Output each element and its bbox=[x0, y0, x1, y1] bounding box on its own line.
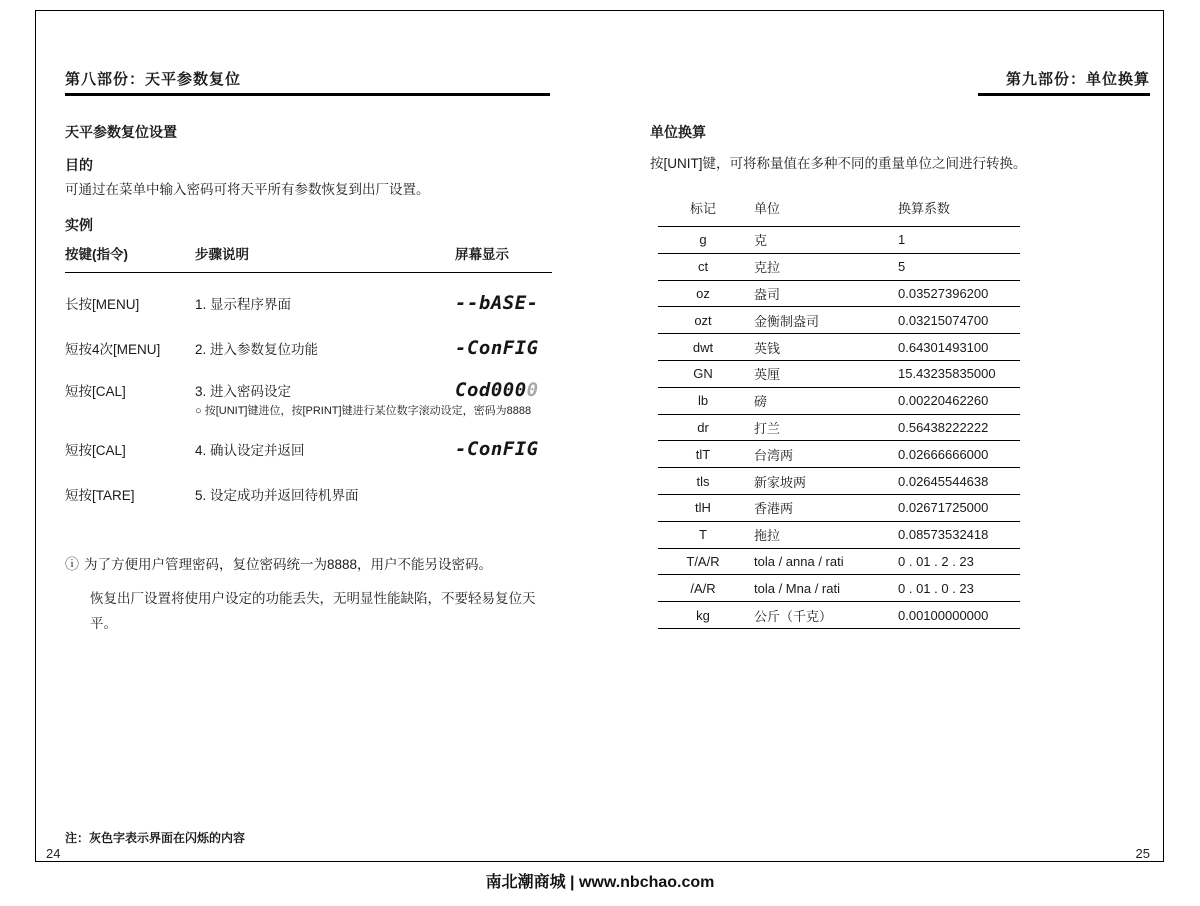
unit-factor: 0.64301493100 bbox=[898, 339, 989, 355]
unit-mark: tls bbox=[696, 473, 710, 489]
unit-row bbox=[658, 602, 1020, 629]
unit-row bbox=[658, 415, 1020, 442]
page-number-right: 25 bbox=[1135, 846, 1150, 861]
unit-name: 克 bbox=[754, 233, 768, 249]
unit-name: 盎司 bbox=[754, 286, 781, 302]
lcd-display bbox=[455, 292, 552, 314]
unit-row bbox=[658, 227, 1020, 254]
right-section-header: 第九部份：单位换算 bbox=[1005, 71, 1150, 88]
step-description: 3. 进入密码设定 bbox=[195, 384, 292, 399]
unit-mark: ct bbox=[697, 259, 709, 275]
left-section-header: 第八部份：天平参数复位 bbox=[65, 71, 242, 88]
gray-flash-note: 注：灰色字表示界面在闪烁的内容 bbox=[65, 831, 246, 845]
unit-factor: 0.08573532418 bbox=[898, 527, 989, 543]
steps-rows bbox=[65, 289, 552, 508]
steps-table-header bbox=[65, 243, 552, 273]
unit-row bbox=[658, 307, 1020, 334]
unit-mark: lb bbox=[697, 393, 709, 409]
unit-row bbox=[658, 361, 1020, 388]
unit-name: 公斤（千克） bbox=[754, 608, 833, 624]
unit-factor: 0.02645544638 bbox=[898, 473, 989, 489]
units-header-mark: 标记 bbox=[689, 201, 716, 216]
unit-name: 拖拉 bbox=[754, 528, 781, 544]
step-note: ○ 按[UNIT]键进位，按[PRINT]键进行某位数字滚动设定，密码为8888 bbox=[195, 405, 532, 417]
step-key: 短按4次[MENU] bbox=[65, 342, 161, 357]
lcd-text: Cod000 bbox=[455, 379, 527, 401]
unit-mark: GN bbox=[693, 366, 713, 382]
unit-name: 台湾两 bbox=[754, 447, 794, 463]
unit-row bbox=[658, 334, 1020, 361]
unit-conversion-title: 单位换算 bbox=[650, 124, 706, 140]
unit-factor: 0.03215074700 bbox=[898, 312, 989, 328]
unit-name: 金衡制盎司 bbox=[754, 313, 820, 329]
info-note-text: 为了方便用户管理密码，复位密码统一为8888，用户不能另设密码。 bbox=[84, 557, 493, 572]
info-note-line bbox=[65, 552, 570, 577]
unit-name: 英厘 bbox=[754, 367, 781, 383]
unit-mark: kg bbox=[696, 607, 710, 623]
unit-factor: 0 . 01 . 2 . 23 bbox=[898, 553, 974, 569]
page-number-left: 24 bbox=[46, 846, 61, 861]
password-info-note bbox=[65, 552, 570, 636]
step-key: 短按[CAL] bbox=[65, 443, 126, 458]
left-header-rule bbox=[65, 93, 550, 96]
unit-mark: g bbox=[699, 232, 707, 248]
step-description: 1. 显示程序界面 bbox=[195, 297, 292, 312]
unit-factor: 0.03527396200 bbox=[898, 285, 989, 301]
purpose-text: 可通过在菜单中输入密码可将天平所有参数恢复到出厂设置。 bbox=[65, 182, 430, 197]
steps-header-display: 屏幕显示 bbox=[455, 247, 509, 262]
steps-header-step: 步骤说明 bbox=[195, 247, 249, 262]
units-table-header bbox=[658, 192, 1020, 227]
unit-conversion-intro: 按[UNIT]键，可将称量值在多种不同的重量单位之间进行转换。 bbox=[650, 156, 1027, 171]
unit-row bbox=[658, 522, 1020, 549]
unit-name: tola / anna / rati bbox=[754, 553, 844, 569]
unit-row bbox=[658, 254, 1020, 281]
step-row bbox=[65, 289, 552, 317]
unit-mark: oz bbox=[696, 285, 710, 301]
unit-factor: 0 . 01 . 0 . 23 bbox=[898, 580, 974, 596]
step-description: 4. 确认设定并返回 bbox=[195, 443, 305, 458]
lcd-display bbox=[455, 438, 552, 460]
footer-site-text: 南北潮商城 | www.nbchao.com bbox=[485, 874, 715, 891]
units-header-unit: 单位 bbox=[754, 201, 781, 216]
unit-row bbox=[658, 549, 1020, 576]
example-heading: 实例 bbox=[65, 217, 93, 233]
unit-row bbox=[658, 575, 1020, 602]
steps-header-key: 按键(指令) bbox=[65, 247, 128, 262]
step-key: 短按[TARE] bbox=[65, 488, 135, 503]
unit-mark: T bbox=[699, 527, 707, 543]
step-row bbox=[65, 379, 552, 418]
unit-factor: 0.56438222222 bbox=[898, 419, 989, 435]
steps-table bbox=[65, 243, 552, 525]
units-rows bbox=[658, 227, 1020, 629]
lcd-text: -ConFIG bbox=[455, 438, 539, 460]
step-description: 2. 进入参数复位功能 bbox=[195, 342, 319, 357]
unit-name: 新家坡两 bbox=[754, 474, 807, 490]
unit-row bbox=[658, 441, 1020, 468]
unit-name: tola / Mna / rati bbox=[754, 580, 840, 596]
lcd-text: --bASE- bbox=[455, 292, 539, 314]
lcd-flash-digit: 0 bbox=[526, 379, 539, 401]
unit-mark: T/A/R bbox=[686, 553, 720, 569]
units-header-factor: 换算系数 bbox=[898, 201, 951, 216]
unit-factor: 1 bbox=[898, 232, 906, 248]
unit-mark: ozt bbox=[694, 312, 712, 328]
unit-mark: /A/R bbox=[690, 580, 716, 596]
step-row bbox=[65, 480, 552, 508]
unit-factor: 0.02671725000 bbox=[898, 500, 989, 516]
lcd-text: -ConFIG bbox=[455, 337, 539, 359]
unit-factor: 0.00100000000 bbox=[898, 607, 989, 623]
reset-settings-title: 天平参数复位设置 bbox=[65, 124, 177, 140]
unit-row bbox=[658, 388, 1020, 415]
unit-factor: 15.43235835000 bbox=[898, 366, 996, 382]
unit-mark: dr bbox=[697, 419, 709, 435]
units-table bbox=[658, 192, 1020, 629]
step-key: 长按[MENU] bbox=[65, 297, 140, 312]
unit-name: 磅 bbox=[754, 394, 768, 410]
unit-row bbox=[658, 468, 1020, 495]
unit-name: 香港两 bbox=[754, 501, 794, 517]
unit-name: 克拉 bbox=[754, 260, 781, 276]
unit-mark: tlH bbox=[695, 500, 711, 516]
step-row bbox=[65, 435, 552, 463]
step-description: 5. 设定成功并返回待机界面 bbox=[195, 488, 359, 503]
unit-factor: 0.00220462260 bbox=[898, 393, 989, 409]
step-key: 短按[CAL] bbox=[65, 384, 126, 399]
lcd-display bbox=[455, 337, 552, 359]
lcd-display bbox=[455, 379, 552, 401]
purpose-heading: 目的 bbox=[65, 157, 93, 173]
right-header-rule bbox=[978, 93, 1150, 96]
unit-name: 英钱 bbox=[754, 340, 781, 356]
unit-name: 打兰 bbox=[754, 420, 781, 436]
unit-factor: 5 bbox=[898, 259, 906, 275]
factory-reset-warning: 恢复出厂设置将使用户设定的功能丢失，无明显性能缺陷，不要轻易复位天平。 bbox=[90, 591, 536, 631]
unit-row bbox=[658, 495, 1020, 522]
unit-mark: tlT bbox=[695, 446, 711, 462]
info-icon: ⓘ bbox=[65, 556, 79, 572]
unit-row bbox=[658, 281, 1020, 308]
unit-mark: dwt bbox=[692, 339, 714, 355]
step-row bbox=[65, 334, 552, 362]
unit-factor: 0.02666666000 bbox=[898, 446, 989, 462]
